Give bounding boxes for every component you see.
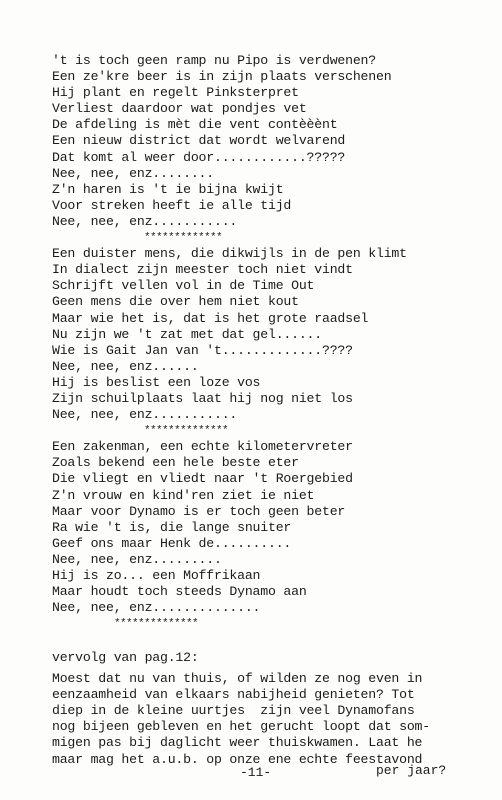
- paragraph-line: maar mag het a.u.b. op onze ene echte feestavond: [52, 751, 423, 767]
- paragraph-line: Moest dat nu van thuis, of wilden ze nog even in: [52, 671, 423, 687]
- poem-line: Nee, nee, enz...........: [52, 407, 238, 423]
- poem-line: Nee, nee, enz........: [52, 165, 214, 181]
- poem-line: 't is toch geen ramp nu Pipo is verdwenen?: [52, 53, 376, 68]
- stanza-1: [52, 53, 492, 230]
- continuation-section: [52, 650, 492, 768]
- poem-line: Maar houdt toch steeds Dynamo aan: [52, 584, 307, 600]
- poem: [52, 53, 492, 632]
- asterisk-separator: *************: [144, 232, 223, 245]
- poem-line: Nee, nee, enz.........: [52, 551, 222, 567]
- poem-line: In dialect zijn meester toch niet vindt: [52, 262, 353, 278]
- poem-line: Dat komt al weer door............?????: [52, 149, 346, 165]
- stanza-2: [52, 246, 492, 423]
- poem-line: Verliest daardoor wat pondjes vet: [52, 101, 307, 117]
- poem-line: Hij is beslist een loze vos: [52, 374, 261, 390]
- page-number: -11-: [240, 765, 272, 780]
- poem-line: De afdeling is mèt die vent contèèènt: [52, 117, 338, 133]
- page-footer: [0, 765, 502, 785]
- poem-line: Nee, nee, enz...........: [52, 213, 238, 229]
- poem-line: Maar voor Dynamo is er toch geen beter: [52, 503, 346, 519]
- poem-line: Zijn schuilplaats laat hij nog niet los: [52, 390, 353, 406]
- poem-line: Voor streken heeft ie alle tijd: [52, 197, 292, 213]
- continuation-heading: vervolg van pag.12:: [52, 650, 199, 665]
- poem-line: Die vliegt en vliedt naar 't Roergebied: [52, 471, 353, 487]
- asterisk-separator: **************: [144, 425, 229, 438]
- poem-line: Een duister mens, die dikwijls in de pen klimt: [52, 246, 407, 262]
- poem-line: Nee, nee, enz......: [52, 358, 199, 374]
- poem-line: Zoals bekend een hele beste eter: [52, 455, 299, 471]
- poem-line: Geef ons maar Henk de..........: [52, 535, 292, 551]
- poem-line: Z'n haren is 't ie bijna kwijt: [52, 181, 284, 197]
- paragraph-line: nog bijeen gebleven en het gerucht loopt dat som-: [52, 719, 430, 735]
- poem-line: Hij plant en regelt Pinksterpret: [52, 85, 299, 101]
- poem-line: Wie is Gait Jan van 't.............????: [52, 342, 353, 358]
- paragraph-line: diep in de kleine uurtjes zijn veel Dynamofans: [52, 703, 415, 719]
- paragraph-line: eenzaamheid van elkaars nabijheid genieten? Tot: [52, 687, 415, 703]
- poem-line: Hij is zo... een Moffrikaan: [52, 568, 261, 583]
- poem-line: Nee, nee, enz..............: [52, 600, 261, 616]
- poem-line: Een nieuw district dat wordt welvarend: [52, 133, 346, 149]
- asterisk-separator: **************: [114, 618, 199, 631]
- poem-line: Een zakenman, een echte kilometervreter: [52, 439, 353, 455]
- poem-line: Schrijft vellen vol in de Time Out: [52, 278, 315, 294]
- poem-line: Geen mens die over hem niet kout: [52, 294, 299, 310]
- stanza-3: [52, 439, 492, 616]
- paragraph-line: migen pas bij daglicht weer thuiskwamen. Laat he: [52, 735, 423, 751]
- poem-line: Nu zijn we 't zat met dat gel......: [52, 326, 322, 342]
- poem-line: Ra wie 't is, die lange snuiter: [52, 519, 292, 535]
- footer-fragment: per jaar?: [376, 763, 447, 778]
- poem-line: Maar wie het is, dat is het grote raadsel: [52, 310, 369, 326]
- poem-line: Z'n vrouw en kind'ren ziet ie niet: [52, 487, 315, 503]
- poem-line: Een ze'kre beer is in zijn plaats verschenen: [52, 69, 392, 85]
